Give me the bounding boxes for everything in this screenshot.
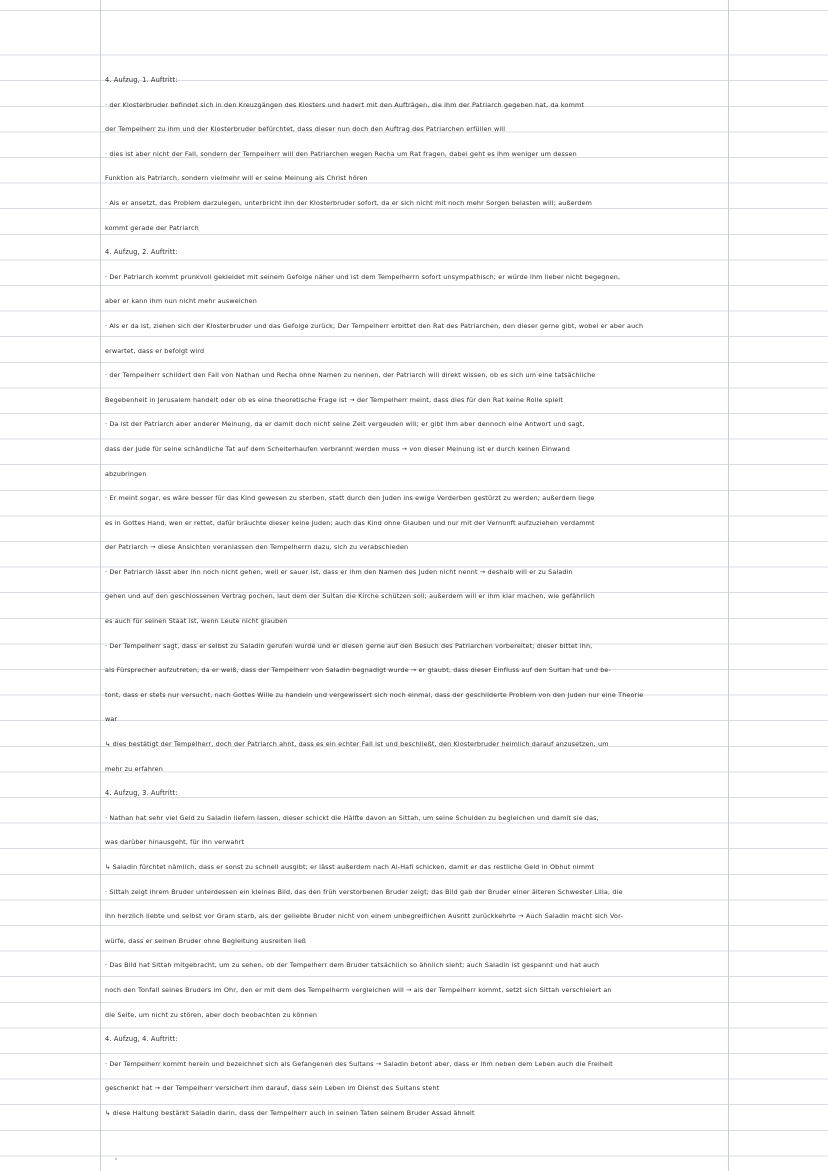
note-line: würfe, dass er seinen Bruder ohne Begleitung ausreiten ließ xyxy=(105,936,307,945)
section-heading: 4. Aufzug, 4. Auftritt: xyxy=(105,1035,178,1044)
note-line: · Als er da ist, ziehen sich der Klosterbruder und das Gefolge zurück; Der Tempelherr erbittet den Rat des Patriarchen, den dieser gerne gibt, wobei er aber auch xyxy=(105,321,644,330)
note-line: · Da ist der Patriarch aber anderer Meinung, da er damit doch nicht seine Zeit vergeuden will; er gibt ihm aber dennoch eine Antwort und sagt, xyxy=(105,420,585,429)
note-line: geschenkt hat → der Tempelherr versichert ihm darauf, dass sein Leben im Dienst des Sultans steht xyxy=(105,1084,440,1093)
note-line: Begebenheit in Jerusalem handelt oder ob es eine theoretische Frage ist → der Tempelherr meint, dass dies für den Rat keine Rolle spielt xyxy=(105,395,564,404)
note-line: · der Klosterbruder befindet sich in den Kreuzgängen des Klosters und hadert mit den Aufträgen, die ihm der Patriarch gegeben hat, da kommt xyxy=(105,100,584,109)
note-line: der Tempelherr zu ihm und der Klosterbruder befürchtet, dass dieser nun doch den Auftrag des Patriarchen erfüllen will xyxy=(105,125,506,134)
note-line: aber er kann ihm nun nicht mehr ausweichen xyxy=(105,297,257,306)
note-line: · dies ist aber nicht der Fall, sondern der Tempelherr will den Patriarchen wegen Recha um Rat fragen, dabei geht es ihm weniger um dessen xyxy=(105,149,577,158)
note-line: ihn herzlich liebte und selbst vor Gram starb, als der geliebte Bruder nicht von einem unbegreiflichen Ausritt zurückkehrte → Auch Saladin macht sich Vor- xyxy=(105,912,623,921)
note-line: · Als er ansetzt, das Problem darzulegen, unterbricht ihn der Klosterbruder sofort, da er sich nicht mit noch mehr Sorgen belasten will; außerdem xyxy=(105,198,593,207)
note-line: · Der Tempelherr sagt, dass er selbst zu Saladin gerufen wurde und er diesen gerne auf den Besuch des Patriarchen vorbereitet; dieser bittet ihn, xyxy=(105,641,593,650)
note-line: kommt gerade der Patriarch xyxy=(105,223,199,232)
note-line: noch den Tonfall seines Bruders im Ohr, den er mit dem des Tempelherrn vergleichen will → als der Tempelherr kommt, setzt sich Sittah verschleiert an xyxy=(105,985,612,994)
note-line: der Patriarch → diese Ansichten veranlassen den Tempelherrn dazu, sich zu verabschieden xyxy=(105,543,409,552)
note-line: als Fürsprecher aufzutreten, da er weiß, dass der Tempelherr von Saladin begnadigt wurde → er glaubt, dass dieser Einfluss auf den Sultan hat und be- xyxy=(105,666,611,675)
section-heading: 4. Aufzug, 2. Auftritt: xyxy=(105,248,178,257)
note-line: · der Tempelherr schildert den Fall von Nathan und Recha ohne Namen zu nennen, der Patriarch will direkt wissen, ob es sich um eine tatsächliche xyxy=(105,371,596,380)
section-heading: 4. Aufzug, 1. Auftritt: xyxy=(105,76,178,84)
note-line: Funktion als Patriarch, sondern vielmehr will er seine Meinung als Christ hören xyxy=(105,174,368,183)
section-heading: 4. Aufzug, 3. Auftritt: xyxy=(105,789,178,798)
note-line: gehen und auf den geschlossenen Vertrag pochen, laut dem der Sultan die Kirche schützen soll; außerdem will er ihm klar machen, wie gefährlich xyxy=(105,592,596,601)
note-line: tont, dass er stets nur versucht, nach Gottes Wille zu handeln und vergewissert sich noch einmal, dass der geschilderte Problem von den Juden nur eine Theorie xyxy=(105,690,644,699)
note-line: war xyxy=(105,715,118,724)
note-line: · Sittah zeigt ihrem Bruder unterdessen ein kleines Bild, das den früh verstorbenen Bruder zeigt; das Bild gab der Bruder einer älteren Schwester Lilla, die xyxy=(105,887,623,896)
note-line: die Seite, um nicht zu stören, aber doch beobachten zu können xyxy=(105,1010,318,1019)
left-margin-line xyxy=(100,0,101,1171)
note-line: dass der Jude für seine schändliche Tat auf dem Scheiterhaufen verbrannt werden muss → von dieser Meinung ist er durch keinen Einwand xyxy=(105,444,570,453)
note-line: mehr zu erfahren xyxy=(105,764,163,773)
note-line: · Der Patriarch lässt aber ihn noch nicht gehen, weil er sauer ist, dass er ihm den Namen des Juden nicht nennt → deshalb will er zu Saladin xyxy=(105,567,573,576)
note-line: · Nathan hat sehr viel Geld zu Saladin liefern lassen, dieser schickt die Hälfte davon an Sittah, um seine Schulden zu begleichen und damit sie das, xyxy=(105,813,599,822)
handwritten-notes xyxy=(105,68,721,1126)
right-margin-line xyxy=(728,0,729,1171)
note-line: ↳ Saladin fürchtet nämlich, dass er sonst zu schnell ausgibt; er lässt außerdem nach Al-Hafi schicken, damit er das restliche Geld in Obhut nimmt xyxy=(105,863,595,871)
note-line: es in Gottes Hand, wen er rettet, dafür bräuchte dieser keine Juden; auch das Kind ohne Glauben und nur mit der Vernunft aufzuziehen verdammt xyxy=(105,518,595,527)
note-line: · Der Tempelherr kommt herein und bezeichnet sich als Gefangenen des Sultans → Saladin betont aber, dass er ihm neben dem Leben auch die Freiheit xyxy=(105,1059,613,1068)
note-line: abzubringen xyxy=(105,469,147,478)
note-line: ↳ diese Haltung bestärkt Saladin darin, dass der Tempelherr auch in seinen Taten seinem Bruder Assad ähnelt xyxy=(105,1108,475,1117)
note-line: ↳ dies bestätigt der Tempelherr, doch der Patriarch ahnt, dass es ein echter Fall ist und beschließt, den Klosterbruder heimlich darauf anzusetzen, um xyxy=(105,740,609,749)
note-line: erwartet, dass er befolgt wird xyxy=(105,346,205,355)
note-line: · Er meint sogar, es wäre besser für das Kind gewesen zu sterben, statt durch den Juden ins ewige Verderben gestürzt zu werden; außerdem liege xyxy=(105,494,595,503)
note-line: · Das Bild hat Sittah mitgebracht, um zu sehen, ob der Tempelherr dem Bruder tatsächlich so ähnlich sieht; auch Saladin ist gespannt und hat auch xyxy=(105,961,600,970)
note-line: was darüber hinausgeht, für ihn verwahrt xyxy=(105,838,245,847)
note-line: · Der Patriarch kommt prunkvoll gekleidet mit seinem Gefolge näher und ist dem Tempelherrn sofort unsympathisch; er würde ihm lieber nicht begegnen, xyxy=(105,272,621,281)
page-mark xyxy=(115,1158,117,1160)
note-line: es auch für seinen Staat ist, wenn Leute nicht glauben xyxy=(105,617,288,626)
